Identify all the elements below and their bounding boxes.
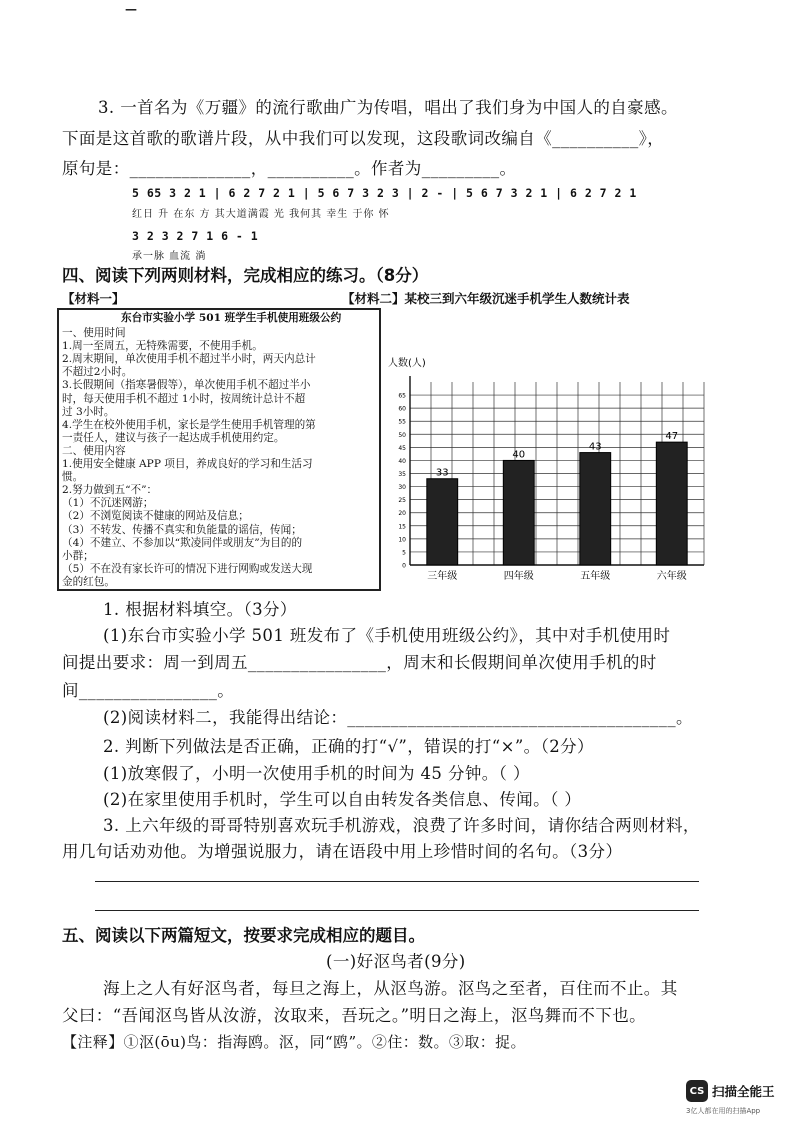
- convention-line: 过 3小时。: [62, 405, 115, 418]
- answer-line-1[interactable]: [95, 881, 699, 882]
- y-tick-label: 45: [398, 444, 406, 452]
- q3-line3: 原句是：______________，__________。作者为_________。: [62, 159, 517, 178]
- scanner-tagline: 3亿人都在用的扫描App: [686, 1107, 761, 1115]
- bar-chart: [388, 352, 712, 592]
- section5-title: 五、阅读以下两篇短文，按要求完成相应的题目。: [62, 926, 425, 945]
- q1-2: (2)阅读材料二，我能得出结论：______________________________________。: [103, 708, 693, 727]
- x-category-label: 六年级: [656, 571, 687, 582]
- bar-六年级: [656, 442, 687, 565]
- section5-subtitle: (一)好沤鸟者(9分): [326, 952, 466, 971]
- y-tick-label: 55: [398, 418, 406, 426]
- y-tick-label: 30: [398, 484, 406, 492]
- answer-line-2[interactable]: [95, 910, 699, 911]
- music-notation-2: 3 2 3 2 7 1 6 - 1: [132, 229, 259, 243]
- q1-1-line1: (1)东台市实验小学 501 班发布了《手机使用班级公约》，其中对手机使用时: [103, 626, 671, 645]
- passage-line1: 海上之人有好沤鸟者，每旦之海上，从沤鸟游。沤鸟之至者，百住而不止。其: [103, 979, 678, 998]
- y-tick-label: 65: [398, 392, 406, 400]
- y-tick-label: 15: [398, 523, 406, 531]
- x-category-label: 四年级: [503, 571, 534, 582]
- passage-note: 【注释】①沤(ōu)鸟：指海鸥。沤，同“鸥”。②住：数。③取：捉。: [62, 1033, 526, 1051]
- convention-line: （4）不建立、不参加以“欺凌同伴或朋友”为目的的: [62, 536, 303, 549]
- y-tick-label: 60: [398, 405, 406, 413]
- q2-title: 2. 判断下列做法是否正确，正确的打“√”，错误的打“×”。（2分）: [103, 737, 594, 756]
- bar-三年级: [427, 479, 458, 565]
- top-mark: —: [125, 2, 137, 16]
- convention-line: 4.学生在校外使用手机，家长是学生使用手机管理的第: [62, 418, 316, 431]
- x-category-label: 五年级: [580, 571, 611, 582]
- convention-line: （1）不沉迷网游；: [62, 497, 154, 510]
- y-tick-label: 25: [398, 497, 406, 505]
- convention-line: （3）不转发、传播不真实和负能量的谣信，传闻；: [62, 523, 302, 536]
- convention-line: 2.周末期间，单次使用手机不超过半小时，两天内总计: [62, 353, 316, 366]
- y-tick-label: 10: [398, 536, 406, 544]
- convention-line: 2.努力做到五“不”：: [62, 484, 158, 497]
- scanner-logo: CS: [686, 1080, 708, 1102]
- q3-line1: 3. 一首名为《万疆》的流行歌曲广为传唱，唱出了我们身为中国人的自豪感。: [98, 98, 678, 117]
- chart-ylabel: 人数(人): [388, 358, 426, 369]
- y-tick-label: 5: [402, 549, 406, 557]
- bar-五年级: [580, 453, 611, 565]
- convention-line: 一责任人，建议与孩子一起达成手机使用约定。: [62, 431, 285, 444]
- bar-data-label: 47: [665, 431, 679, 443]
- q3b-line1: 3. 上六年级的哥哥特别喜欢玩手机游戏，浪费了许多时间，请你结合两则材料，: [103, 816, 700, 835]
- q2-2: (2)在家里使用手机时，学生可以自由转发各类信息、传闻。（ ）: [103, 790, 582, 809]
- section4-title: 四、阅读下列两则材料，完成相应的练习。（8分）: [62, 266, 429, 285]
- y-tick-label: 35: [398, 471, 406, 478]
- convention-box: [57, 308, 381, 591]
- bar-data-label: 40: [512, 449, 526, 461]
- convention-line: 时，每天使用手机不超过 1小时，按周统计总计不超: [62, 392, 306, 405]
- q2-1: (1)放寒假了，小明一次使用手机的时间为 45 分钟。（ ）: [103, 764, 530, 783]
- convention-line: 金的红包。: [62, 575, 115, 588]
- convention-line: 1.周一至周五，无特殊需要，不使用手机。: [62, 340, 263, 353]
- bar-data-label: 33: [435, 467, 449, 479]
- convention-line: 3.长假期间（指寒暑假等），单次使用手机不超过半小: [62, 379, 311, 392]
- convention-line: 1.使用安全健康 APP 项目，养成良好的学习和生活习: [62, 458, 313, 470]
- q1-1-line3: 间________________。: [62, 681, 235, 700]
- y-tick-label: 50: [398, 431, 406, 439]
- y-tick-label: 40: [398, 457, 406, 465]
- convention-line: （5）不在没有家长许可的情况下进行网购或发送大现: [62, 562, 313, 575]
- lyrics-1: 红日 升 在东 方 其大道满霞 光 我何其 幸生 于你 怀: [132, 209, 390, 220]
- material1-label: 【材料一】: [62, 291, 125, 306]
- music-notation-1: 5 65 3 2 1 | 6 2 7 2 1 | 5 6 7 3 2 3 | 2 - | 5 6 7 3 2 1 | 6 2 7 2 1: [132, 186, 637, 200]
- bar-data-label: 43: [588, 441, 602, 453]
- convention-line: 不超过2小时。: [62, 366, 133, 379]
- scanner-name: 扫描全能王: [712, 1084, 775, 1099]
- convention-line: 一、使用时间: [62, 327, 126, 339]
- y-tick-label: 0: [402, 562, 406, 570]
- passage-line2: 父曰：“吾闻沤鸟皆从汝游，汝取来，吾玩之。”明日之海上，沤鸟舞而不下也。: [62, 1006, 647, 1025]
- q3-line2: 下面是这首歌的歌谱片段，从中我们可以发现，这段歌词改编自《__________》，: [62, 129, 665, 148]
- bar-四年级: [503, 460, 534, 565]
- q1-title: 1. 根据材料填空。（3分）: [103, 600, 297, 619]
- q3b-line2: 用几句话劝劝他。为增强说服力，请在语段中用上珍惜时间的名句。（3分）: [62, 842, 623, 861]
- q1-1-line2: 间提出要求：周一到周五________________，周末和长假期间单次使用手机的时: [62, 653, 657, 672]
- convention-line: 小群；: [62, 549, 94, 562]
- lyrics-2: 承一脉 血流 淌: [132, 251, 207, 262]
- convention-line: 惯。: [62, 471, 84, 484]
- y-tick-label: 20: [398, 510, 406, 518]
- x-category-label: 三年级: [427, 571, 458, 582]
- convention-line: 二、使用内容: [62, 444, 126, 457]
- convention-line: （2）不浏览阅读不健康的网站及信息；: [62, 510, 249, 523]
- material2-label: 【材料二】某校三到六年级沉迷手机学生人数统计表: [342, 291, 630, 306]
- convention-title: 东台市实验小学 501 班学生手机使用班级公约: [121, 312, 342, 324]
